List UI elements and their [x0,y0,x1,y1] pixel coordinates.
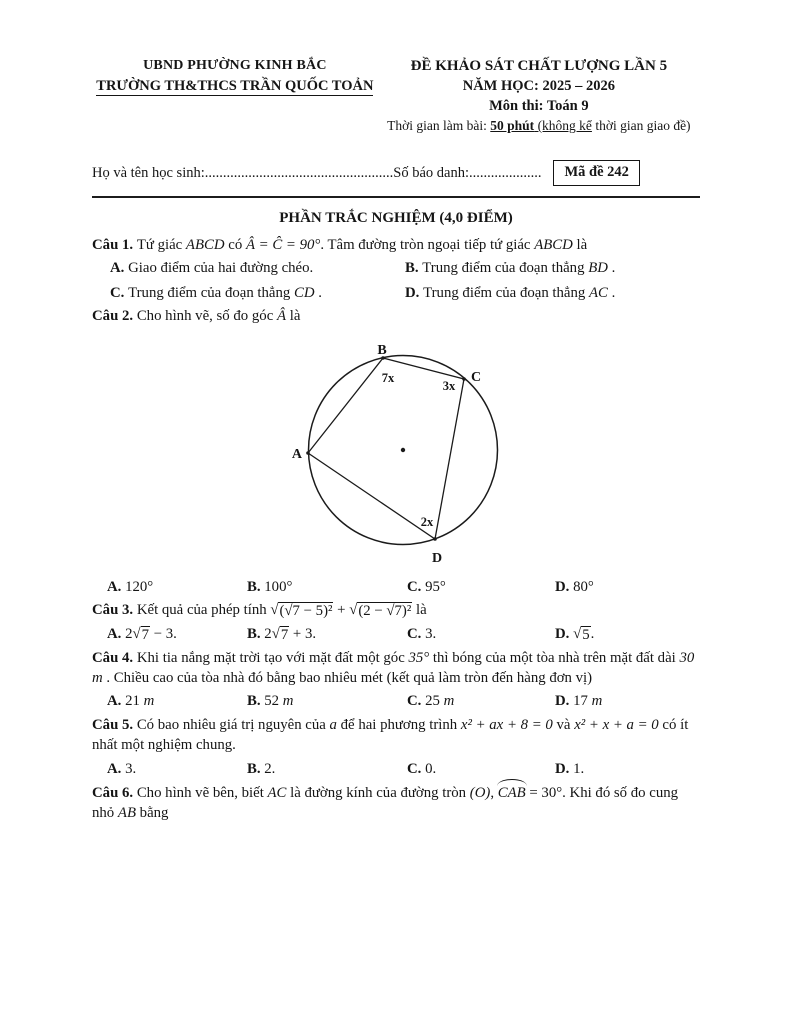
option [247,759,407,779]
text-run: có ít nhất một nghiệm chung. [92,716,689,754]
text-run: ABCD [185,237,225,253]
text-run: Â [276,308,287,325]
option-letter: C. [407,625,426,642]
text-run: 3. [425,625,437,642]
sqrt-radicand: √ 7 [280,626,289,643]
sqrt-expression [270,602,333,621]
exam-title: ĐỀ KHẢO SÁT CHẤT LƯỢNG LẦN 5 [410,58,668,74]
text-run: Trung điểm của đoạn thẳng [128,284,294,301]
text-run: Tứ giác [136,237,186,253]
text-run: Â = Ĉ = 90° [245,237,321,253]
option-letter: B. [247,693,265,710]
header [92,58,700,134]
option [555,691,700,711]
question-text [92,648,700,689]
text-run: , [490,784,498,801]
text-run: . [607,260,616,277]
question-1 [92,235,700,303]
question-number: Câu 4. [92,649,137,666]
option-letter: D. [555,760,574,777]
option [107,577,247,597]
option-letter: A. [107,625,126,642]
question-number: Câu 5. [92,716,137,733]
option-letter: C. [407,760,426,777]
text-run: AC [267,784,287,801]
options-row [92,624,700,645]
option [110,258,405,278]
option [555,759,700,779]
text-run: 25 [425,693,444,710]
text-run: = 30°. Khi đó số đo cung nhỏ [92,784,679,822]
text-run: x² + x + a = 0 [574,716,659,733]
text-run: thì bóng của một tòa nhà trên mặt đất dài [429,649,680,666]
option-letter: B. [247,625,265,642]
text-run: m [591,693,603,710]
text-run: và [552,716,575,733]
text-run: (O) [469,784,491,801]
text-run: là [412,602,427,619]
vertex-c-label: C [471,369,482,385]
text-run: 21 [125,693,144,710]
question-4 [92,648,700,712]
text-run: ABCD [534,237,573,253]
text-run: 17 [573,693,592,710]
question-3 [92,600,700,645]
option-letter: C. [110,284,129,301]
school-year: NĂM HỌC: 2025 – 2026 [462,78,615,94]
text-run: Có bao nhiêu giá trị nguyên của [136,716,330,733]
vertex-c-dot [462,377,466,381]
sqrt-radicand: √ 7 [141,626,150,643]
question-number: Câu 3. [92,602,137,619]
circle-center-dot [401,447,405,451]
text-run: AB [117,805,136,822]
option [555,624,700,645]
text-run: m [282,693,294,710]
text-run: BD [588,260,608,277]
question-text [92,715,700,756]
option-letter: C. [407,578,426,595]
option-letter: A. [107,760,126,777]
text-run: 2 [125,625,133,642]
text-run: 1. [573,760,585,777]
option [107,759,247,779]
angle-b-label: 7x [381,370,395,385]
text-run: 52 [264,693,283,710]
sqrt-radicand: √ 5 [582,626,590,643]
option-letter: B. [247,760,265,777]
angle-d-label: 2x [420,514,434,529]
sbd-dots: .................... [468,164,542,181]
text-run: Trung điểm của đoạn thẳng [423,284,589,301]
text-run: là [572,237,588,253]
option-letter: D. [555,693,574,710]
option [247,691,407,711]
angle-arc-notation: CAB [498,782,526,803]
option-letter: B. [405,260,423,277]
text-run: 35° [408,649,430,666]
option [107,624,247,645]
sbd-label: Số báo danh: [393,164,469,181]
option [107,691,247,711]
divider-line [92,196,700,198]
sqrt-radicand: √ (2 − √7)² [358,603,412,620]
text-run: là [286,308,301,325]
exam-duration [378,118,700,134]
exam-subject: Môn thi: Toán 9 [489,98,589,114]
duration-value: 50 phút [490,118,535,133]
text-run: 80° [573,578,594,595]
question-text [92,600,700,621]
inscribed-quadrilateral-diagram [278,333,530,573]
text-run: 2. [264,760,276,777]
text-run: 120° [125,578,154,595]
text-run: 0. [425,760,437,777]
text-run: 3. [125,760,137,777]
text-run: là đường kính của đường tròn [286,784,470,801]
option-letter: D. [555,625,574,642]
text-run: m [143,693,155,710]
option [407,577,555,597]
text-run: CD [294,284,315,301]
text-run: AC [589,284,608,301]
question-list [92,235,700,824]
text-run: Trung điểm của đoạn thẳng [422,260,589,277]
q2-circle-figure [278,333,700,573]
school-name [92,78,378,95]
text-run: Kết quả của phép tính [136,602,271,619]
school-name-text: TRƯỜNG TH&THCS TRẦN QUỐC TOẢN [96,78,374,94]
duration-prefix: Thời gian làm bài: [387,118,491,133]
section-title: PHẦN TRẮC NGHIỆM (4,0 ĐIỂM) [279,210,513,226]
text-run: . Tâm đường tròn ngoại tiếp tứ giác [320,237,535,253]
text-run: − 3. [150,625,177,642]
option [110,283,405,303]
text-run: . Chiều cao của tòa nhà đó bằng bao nhiêu mét (kết quả làm tròn đến hàng đơn vị) [102,669,593,686]
question-number: Câu 2. [92,308,137,325]
question-text [92,235,700,255]
option [555,577,700,597]
sqrt-expression [272,626,290,645]
text-run: Cho hình vẽ bên, biết [136,784,268,801]
question-number: Câu 6. [92,784,137,801]
option [407,691,555,711]
vertex-d-label: D [431,550,443,566]
text-run: Cho hình vẽ, số đo góc [136,308,277,325]
text-run: bằng [135,805,169,822]
text-run: 30 m [92,649,695,686]
header-left [92,58,378,134]
option-letter: D. [405,284,424,301]
text-run: . [590,625,595,642]
sqrt-expression [133,626,151,645]
text-run: Khi tia nắng mặt trời tạo với mặt đất một góc [136,649,409,666]
vertex-b-label: B [377,342,387,358]
option [405,258,700,278]
duration-mid: (không kể [534,118,592,133]
duration-suffix: thời gian giao đề) [591,118,691,133]
options-row [92,258,700,303]
question-number: Câu 1. [92,237,137,253]
text-run: . [607,284,616,301]
header-right [378,58,700,134]
text-run: + 3. [289,625,317,642]
text-run: có [224,237,246,253]
sqrt-expression [349,602,412,621]
vertex-d-dot [433,537,437,541]
text-run: 100° [264,578,293,595]
question-text [92,782,700,824]
option-letter: A. [107,693,126,710]
text-run: Giao điểm của hai đường chéo. [128,260,314,277]
option [405,283,700,303]
sqrt-radicand: √ (√7 − 5)² [279,603,333,620]
vertex-a-label: A [291,446,302,462]
options-row [92,691,700,711]
option-letter: A. [107,578,126,595]
text-run: x² + ax + 8 = 0 [460,716,553,733]
student-name-dots: .................................................... [204,164,394,181]
student-info-row [92,160,700,186]
option [247,624,407,645]
text-run: a [329,716,337,733]
sqrt-expression [573,626,591,645]
option-letter: D. [555,578,574,595]
options-row [92,577,700,597]
text-run: + [333,602,350,619]
question-6 [92,782,700,824]
option-letter: B. [247,578,265,595]
exam-code-box: Mã đề 242 [553,160,639,186]
student-name-label: Họ và tên học sinh: [92,164,205,181]
option-letter: A. [110,260,129,277]
options-row [92,759,700,779]
text-run: 2 [264,625,272,642]
question-2 [92,306,700,597]
text-run: 95° [425,578,446,595]
vertex-a-dot [306,451,310,455]
text-run: để hai phương trình [336,716,461,733]
option [407,759,555,779]
org-name: UBND PHƯỜNG KINH BẮC [143,58,327,73]
option [247,577,407,597]
question-5 [92,715,700,779]
option [407,624,555,645]
angle-c-label: 3x [442,378,456,393]
text-run: . [314,284,322,301]
question-text [92,306,700,326]
option-letter: C. [407,693,426,710]
text-run: m [443,693,455,710]
